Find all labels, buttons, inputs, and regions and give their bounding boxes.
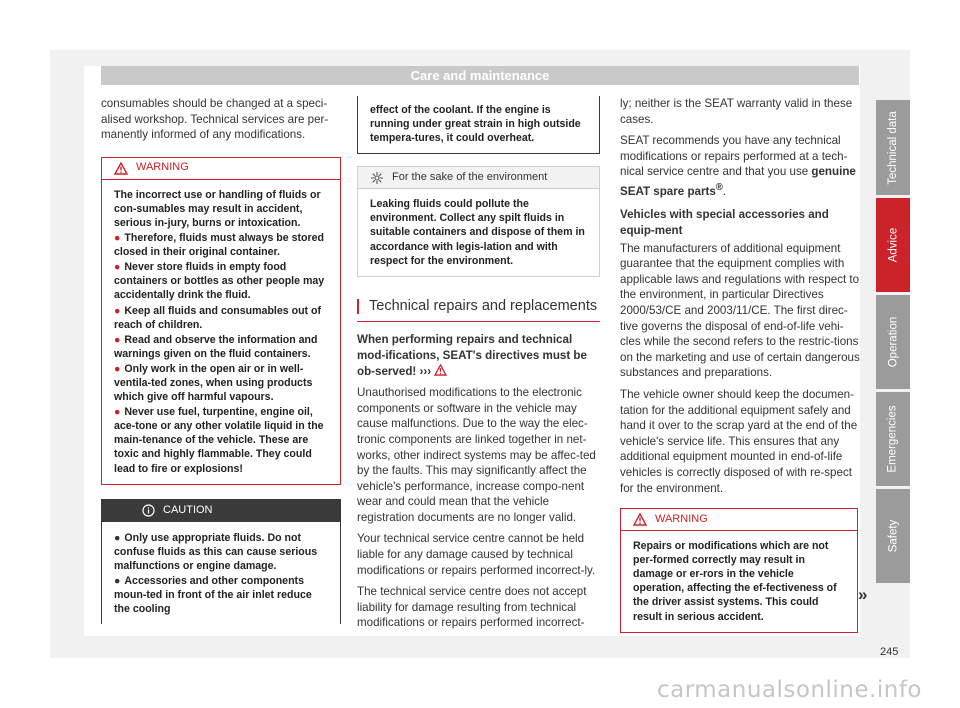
warning-label: WARNING xyxy=(136,161,189,174)
paragraph: ly; neither is the SEAT warranty valid in these cases. xyxy=(620,97,853,126)
warning-icon xyxy=(633,513,647,526)
caution-continued-box xyxy=(357,96,600,154)
warning-body xyxy=(102,180,340,484)
column-3 xyxy=(620,96,860,647)
caution-item: ● Accessories and other components moun-ted in front of the air inlet reduce the cooling xyxy=(114,574,312,616)
column-2 xyxy=(357,96,600,637)
intro-paragraph: consumables should be changed at a speci-alised workshop. Technical services are per-manently informed of any modifications. xyxy=(101,97,329,142)
caution-item: ● Only use appropriate fluids. Do not confuse fluids as this can cause serious malfunctions or engine damage. xyxy=(114,531,318,572)
caution-label: CAUTION xyxy=(163,503,213,516)
environment-label: For the sake of the environment xyxy=(392,170,548,183)
tab-emergencies[interactable]: Emergencies xyxy=(876,392,910,486)
warning-header xyxy=(621,509,857,531)
environment-body: Leaking fluids could pollute the environment. Collect any spilt fluids in suitable containers and dispose of them in accordance with legis-lation and with respect for the environment. xyxy=(370,198,585,267)
warning-lead: The incorrect use or handling of fluids or con-sumables may result in accident, serious in-jury, burns or intoxication. xyxy=(114,188,321,229)
caution-body xyxy=(102,522,340,625)
paragraph: The manufacturers of additional equipment guarantee that the equipment complies with applicable laws and regulations with respect to the environment, in particular Directives 2000/53/CE and 2003/11/CE. The first direc-tive governs the disposal of end-of-life vehi-cles while the second refers to the restric-tions on the marketing and use of certain dangerous substances and preparations. xyxy=(620,241,860,380)
warning-header xyxy=(102,158,340,180)
warning-item: ● Never store fluids in empty food containers or bottles as other people may accidentally drink the fluid. xyxy=(114,261,325,302)
info-circle-icon xyxy=(142,504,155,517)
warning-item: ● Read and observe the information and warnings given on the fluid containers. xyxy=(114,333,318,360)
page-number: 245 xyxy=(880,646,899,658)
environment-header xyxy=(358,167,599,189)
subheading: Vehicles with special accessories and equip-ment xyxy=(620,208,829,238)
paragraph: SEAT recommends you have any technical modifications or repairs performed at a tech-nical service centre and that you use genuine SEAT spare parts®. xyxy=(620,134,856,198)
warning-box-2 xyxy=(620,508,858,633)
environment-box xyxy=(357,166,600,276)
warning-item: ● Keep all fluids and consumables out of reach of children. xyxy=(114,304,322,331)
environment-icon xyxy=(370,171,384,185)
warning-box xyxy=(101,157,341,485)
caution-continued-text: effect of the coolant. If the engine is running under great strain in high outside tempera-tures, it could overheat. xyxy=(370,104,581,145)
page-header: Care and maintenance xyxy=(101,66,859,85)
warning-icon xyxy=(114,162,128,175)
tab-operation[interactable]: Operation xyxy=(876,295,910,389)
paragraph: The vehicle owner should keep the documen-tation for the additional equipment safely and hand it over to the scrap yard at the end of the vehicle's service life. This ensures that any additional equipment mounted in end-of-life vehicles is correctly disposed of with re-spect for the environment. xyxy=(620,387,858,495)
warning-label: WARNING xyxy=(655,512,708,525)
tab-safety[interactable]: Safety xyxy=(876,489,910,583)
paragraph: The technical service centre does not accept liability for damage resulting from technical modifications or repairs performed incorrect- xyxy=(357,585,587,630)
warning-icon xyxy=(434,364,447,376)
warning-item: ● Therefore, fluids must always be stored closed in their original container. xyxy=(114,232,324,259)
arrows: ››› xyxy=(419,364,432,378)
section-title: Technical repairs and replacements xyxy=(357,299,600,315)
warning-item: ● Only work in the open air or in well-ventila-ted zones, when using products which give off harmful vapours. xyxy=(114,362,313,404)
genuine-parts-bold: genuine SEAT spare parts xyxy=(620,165,856,198)
bold-intro: When performing repairs and technical mod-ifications, SEAT's directives must be ob-served! ››› xyxy=(357,333,587,378)
caution-header xyxy=(102,500,340,522)
watermark: carmanualsonline.info xyxy=(656,677,922,703)
paragraph: Your technical service centre cannot be held liable for any damage caused by technical modifications or repairs performed incorrect-ly. xyxy=(357,532,596,577)
warning-body: Repairs or modifications which are not per-formed correctly may result in damage or er-rors in the vehicle operation, affecting the ef-fectiveness of the driver assist systems. This could result in serious accident. xyxy=(633,540,837,623)
tab-technical-data[interactable]: Technical data xyxy=(876,100,910,195)
paragraph: Unauthorised modifications to the electronic components or software in the vehicle may cause malfunctions. Due to the way the elec-tronic components are linked together in net-works, other indirect systems may be affec-ted by the faults. This may significantly affect the vehicle's performance, increase compo-nent wear and could mean that the vehicle registration documents are no longer valid. xyxy=(357,386,596,524)
registered-mark: ® xyxy=(715,181,723,193)
caution-box xyxy=(101,499,341,625)
tab-advice[interactable]: Advice xyxy=(876,198,910,292)
warning-item: ● Never use fuel, turpentine, engine oil, ace-tone or any other volatile liquid in the main-tenance of the vehicle. These are toxic and highly flammable. They could lead to fire or explosions! xyxy=(114,406,324,475)
continue-marker: » xyxy=(858,585,868,604)
column-1 xyxy=(101,96,341,624)
